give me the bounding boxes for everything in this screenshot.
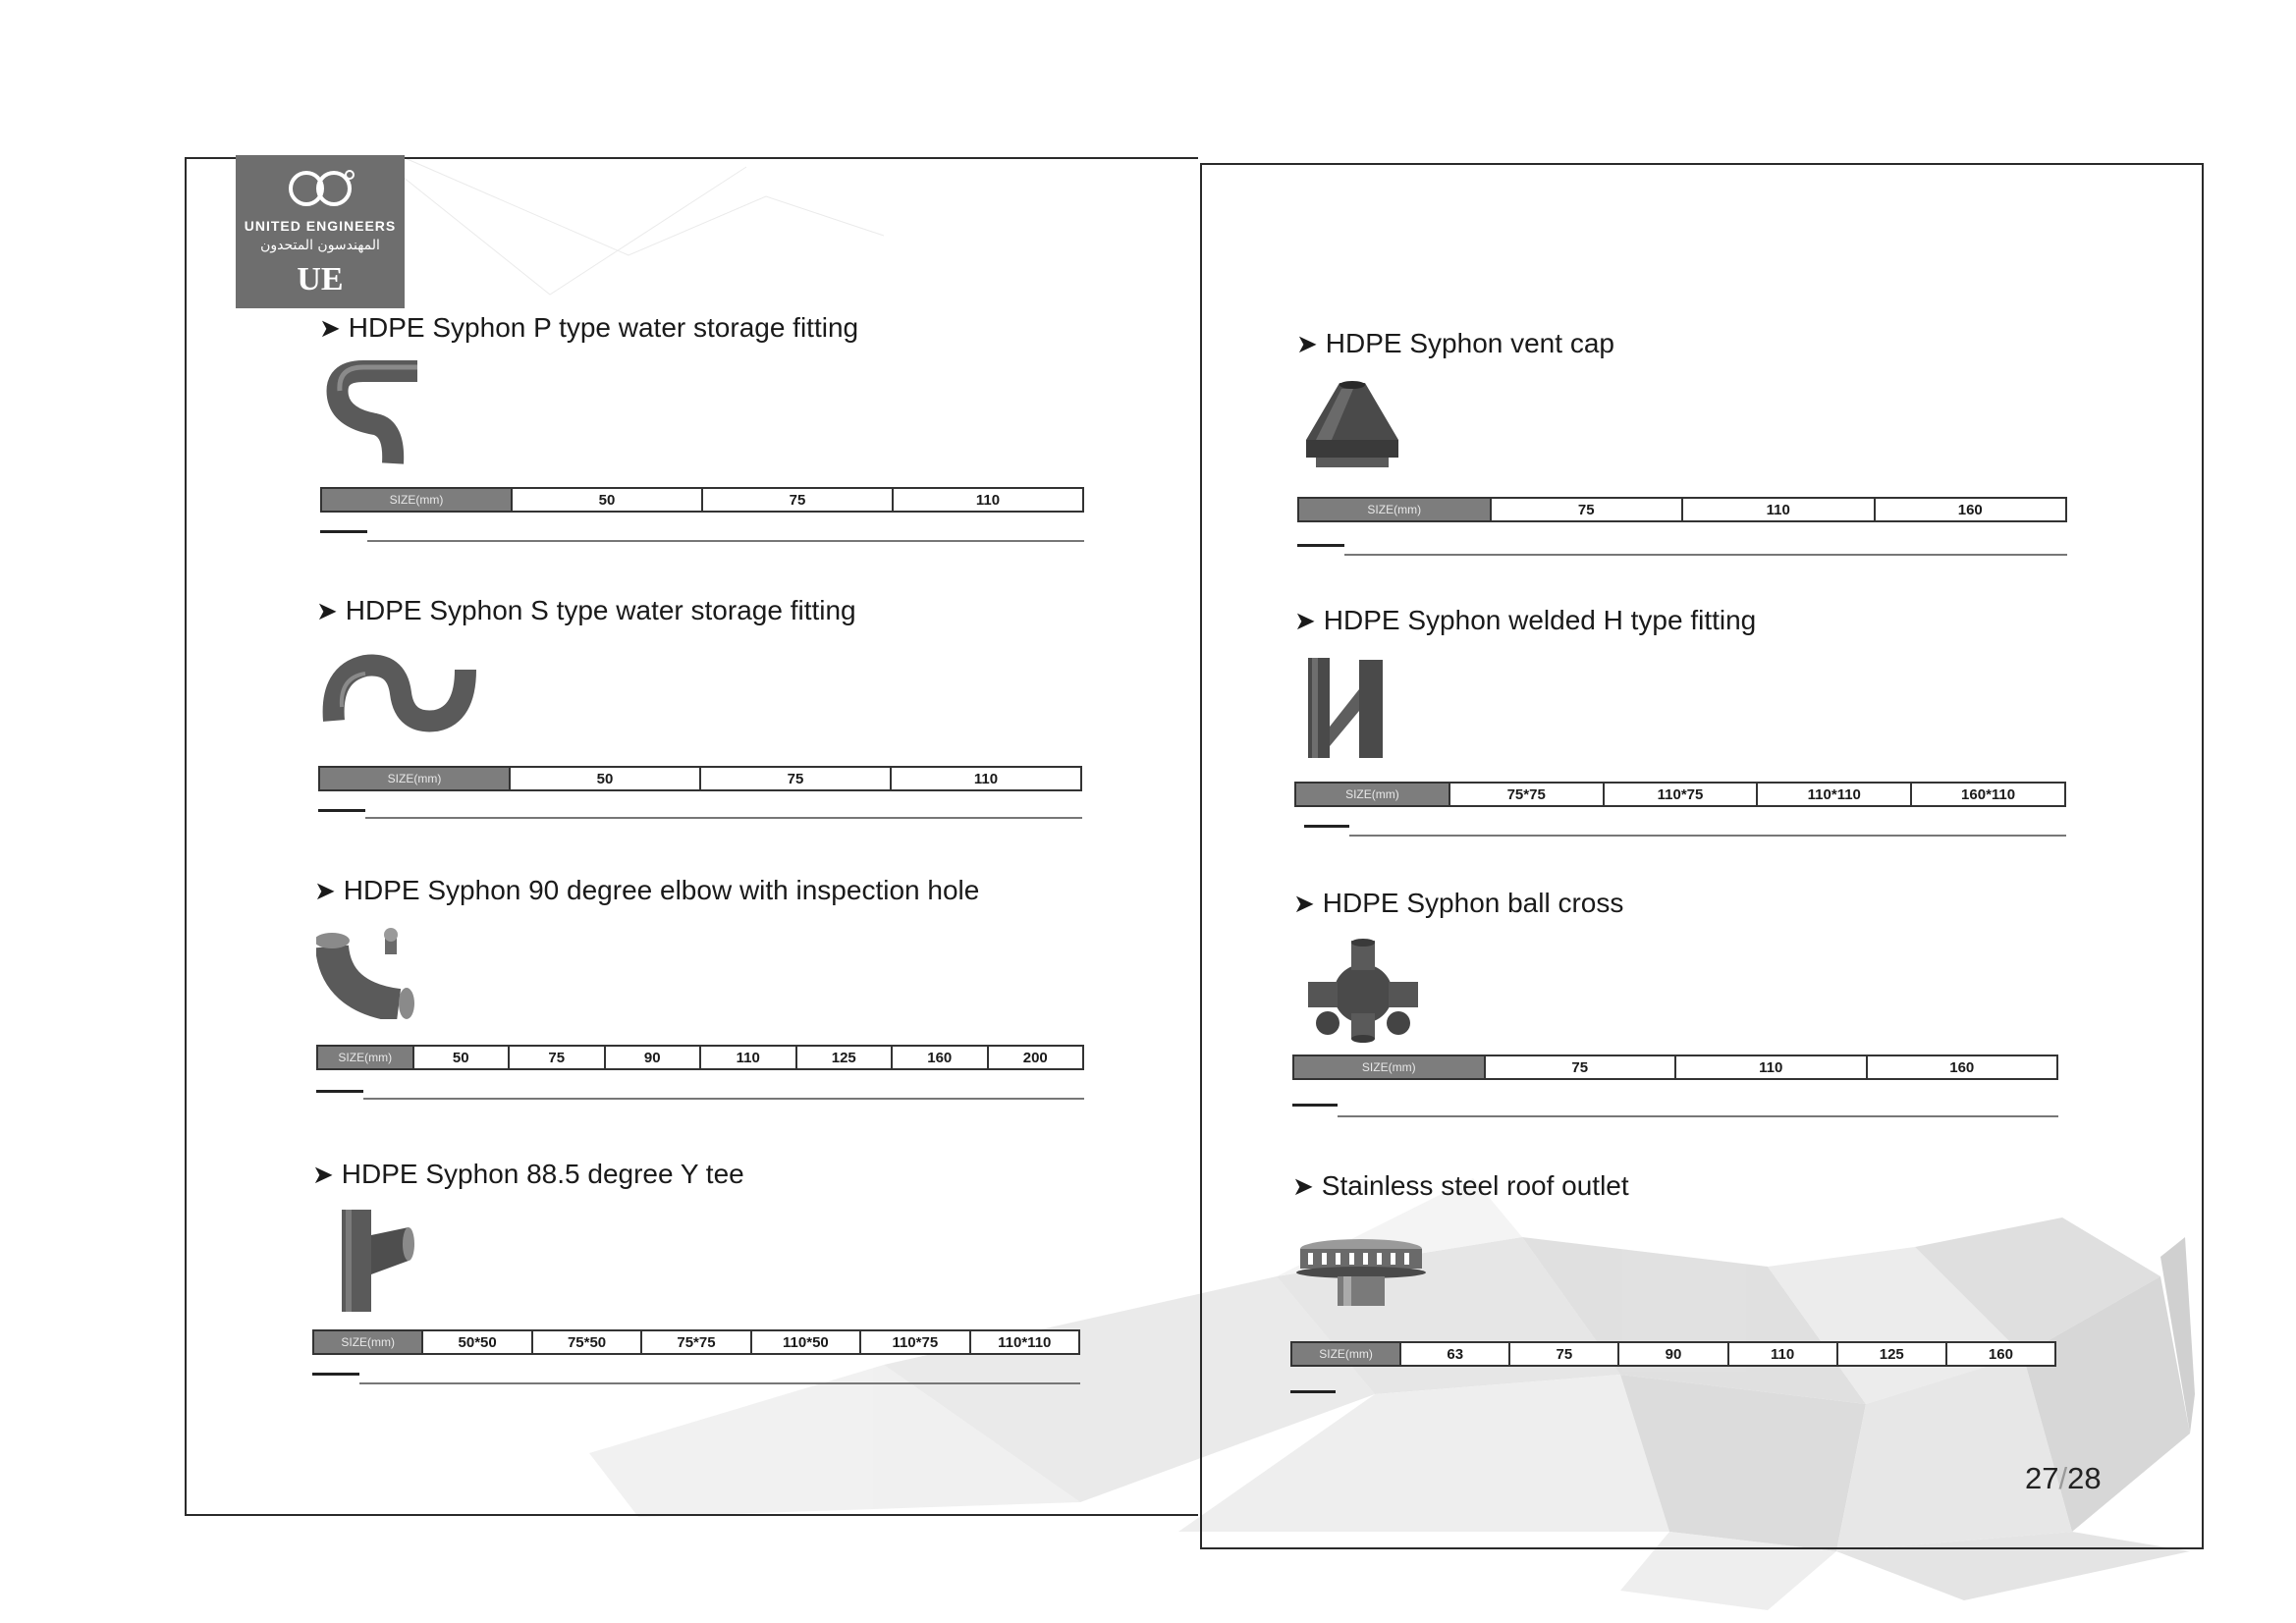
section-title <box>319 312 858 344</box>
underline <box>1290 1390 1336 1393</box>
vent-cap-icon <box>1302 379 1402 477</box>
size-cell: 110 <box>891 767 1081 790</box>
size-cell: 75 <box>702 488 893 512</box>
section-title <box>1296 328 1614 359</box>
roof-outlet-icon <box>1294 1237 1428 1316</box>
elbow-icon <box>316 927 434 1019</box>
section-title-text: HDPE Syphon welded H type fitting <box>1323 605 1757 635</box>
size-cell: 75 <box>700 767 891 790</box>
size-cell: 63 <box>1400 1342 1509 1366</box>
size-cell: 110 <box>893 488 1083 512</box>
size-table-h-type <box>1294 782 2066 807</box>
arrow-icon: ➤ <box>1293 889 1315 918</box>
arrow-icon: ➤ <box>314 876 336 905</box>
size-table-vent-cap <box>1297 497 2067 522</box>
underline <box>1349 835 2066 837</box>
underline <box>1297 544 1344 547</box>
size-table-y-tee <box>312 1329 1080 1355</box>
section-title-text: HDPE Syphon ball cross <box>1322 888 1624 918</box>
section-title-text: HDPE Syphon 88.5 degree Y tee <box>341 1159 744 1189</box>
size-table-elbow <box>316 1045 1084 1070</box>
p-trap-icon <box>324 357 432 467</box>
section-title-text: HDPE Syphon S type water storage fitting <box>345 595 856 625</box>
page-current: 27 <box>2025 1461 2059 1495</box>
size-cell: 110*75 <box>1604 783 1758 806</box>
arrow-icon: ➤ <box>316 596 338 625</box>
size-cell: 50 <box>413 1046 510 1069</box>
h-fitting-icon <box>1304 654 1389 762</box>
arrow-icon: ➤ <box>319 313 341 343</box>
page-number <box>2025 1461 2102 1496</box>
section-title-text: HDPE Syphon 90 degree elbow with inspection hole <box>343 875 980 905</box>
logo-company-ar: المهندسون المتحدون <box>260 238 380 253</box>
size-cell: 75*75 <box>1449 783 1604 806</box>
size-table-p-type <box>320 487 1084 513</box>
size-cell: 110*110 <box>1757 783 1911 806</box>
size-cell: 50 <box>510 767 700 790</box>
section-title <box>314 875 979 906</box>
s-trap-icon <box>322 648 479 736</box>
size-cell: 110*50 <box>751 1330 860 1354</box>
size-cell: 50 <box>512 488 702 512</box>
underline <box>312 1373 359 1376</box>
size-cell: 75*50 <box>532 1330 641 1354</box>
size-cell: 110*110 <box>970 1330 1079 1354</box>
size-header: SIZE(mm) <box>1291 1342 1400 1366</box>
size-cell: 110*75 <box>860 1330 969 1354</box>
size-cell: 160 <box>1867 1055 2058 1079</box>
underline <box>359 1382 1080 1384</box>
size-header: SIZE(mm) <box>321 488 512 512</box>
size-cell: 75 <box>1509 1342 1618 1366</box>
section-title <box>316 595 856 626</box>
size-header: SIZE(mm) <box>1295 783 1449 806</box>
ball-cross-icon <box>1304 937 1422 1043</box>
size-cell: 90 <box>605 1046 701 1069</box>
page-total: 28 <box>2067 1461 2102 1495</box>
size-header: SIZE(mm) <box>1298 498 1491 521</box>
arrow-icon: ➤ <box>1292 1171 1314 1201</box>
size-cell: 110 <box>1682 498 1875 521</box>
size-header: SIZE(mm) <box>317 1046 413 1069</box>
underline <box>365 817 1082 819</box>
size-cell: 75*75 <box>641 1330 750 1354</box>
section-title <box>1293 888 1623 919</box>
logo-abbr: UE <box>297 261 344 298</box>
size-cell: 110 <box>700 1046 796 1069</box>
underline <box>1344 554 2067 556</box>
y-tee-icon <box>334 1206 422 1314</box>
underline <box>320 530 367 533</box>
size-cell: 75 <box>1485 1055 1676 1079</box>
size-table-roof-outlet <box>1290 1341 2056 1367</box>
arrow-icon: ➤ <box>312 1160 334 1189</box>
size-cell: 75 <box>509 1046 605 1069</box>
size-cell: 160 <box>892 1046 988 1069</box>
company-logo <box>236 155 405 308</box>
section-title-text: Stainless steel roof outlet <box>1321 1170 1629 1201</box>
size-table-ball-cross <box>1292 1055 2058 1080</box>
size-cell: 110 <box>1728 1342 1837 1366</box>
underline <box>316 1090 363 1093</box>
underline <box>1292 1104 1338 1107</box>
underline <box>1304 825 1349 828</box>
size-table-s-type <box>318 766 1082 791</box>
size-cell: 125 <box>1837 1342 1946 1366</box>
size-cell: 75 <box>1491 498 1683 521</box>
size-cell: 160 <box>1875 498 2067 521</box>
size-cell: 160 <box>1946 1342 2055 1366</box>
size-header: SIZE(mm) <box>313 1330 422 1354</box>
section-title <box>1294 605 1756 636</box>
underline <box>1338 1115 2058 1117</box>
size-header: SIZE(mm) <box>319 767 510 790</box>
arrow-icon: ➤ <box>1296 329 1318 358</box>
section-title <box>312 1159 744 1190</box>
underline <box>318 809 365 812</box>
underline <box>363 1098 1084 1100</box>
underline <box>367 540 1084 542</box>
section-title-text: HDPE Syphon vent cap <box>1325 328 1614 358</box>
size-cell: 90 <box>1618 1342 1727 1366</box>
size-cell: 125 <box>796 1046 893 1069</box>
size-cell: 160*110 <box>1911 783 2065 806</box>
page-separator: / <box>2058 1461 2068 1495</box>
section-title <box>1292 1170 1629 1202</box>
logo-company-en: UNITED ENGINEERS <box>244 218 397 234</box>
size-cell: 200 <box>988 1046 1084 1069</box>
arrow-icon: ➤ <box>1294 606 1316 635</box>
logo-mark-icon <box>279 165 361 214</box>
size-header: SIZE(mm) <box>1293 1055 1485 1079</box>
size-cell: 50*50 <box>422 1330 531 1354</box>
size-cell: 110 <box>1675 1055 1867 1079</box>
section-title-text: HDPE Syphon P type water storage fitting <box>348 312 859 343</box>
